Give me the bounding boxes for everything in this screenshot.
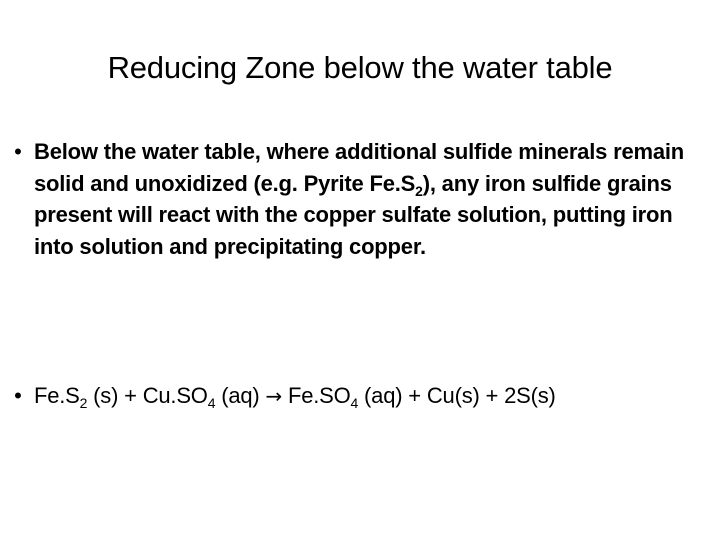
equation-part: Fe.S (34, 383, 80, 408)
subscript: 4 (207, 395, 216, 411)
slide-title: Reducing Zone below the water table (107, 50, 613, 85)
bullet-marker: • (14, 383, 22, 408)
bullet-text-part: ), any iron sulfide grains present will react with the copper sulfate solution, putting iron into solution and precipitating copper. (34, 170, 673, 259)
equation-part: Fe.SO (282, 383, 351, 408)
equation-part: (aq) (215, 383, 266, 408)
bullet-text (34, 136, 708, 262)
bullet-marker: • (14, 139, 22, 164)
subscript: 2 (415, 182, 423, 199)
bullet-item-reducing-description (8, 136, 708, 326)
bullet-text-part: Below the water table, where additional sulfide minerals remain solid and unoxidized (e.g. Pyrite Fe.S (34, 139, 685, 196)
equation-part: (s) + Cu.SO (87, 383, 208, 408)
reaction-arrow-icon: → (265, 384, 283, 408)
equation-part: (aq) + Cu(s) + 2S(s) (358, 383, 556, 408)
chemical-equation (34, 380, 708, 413)
bullet-item-reaction-equation (8, 380, 708, 420)
subscript: 4 (350, 395, 359, 411)
subscript: 2 (79, 395, 88, 411)
